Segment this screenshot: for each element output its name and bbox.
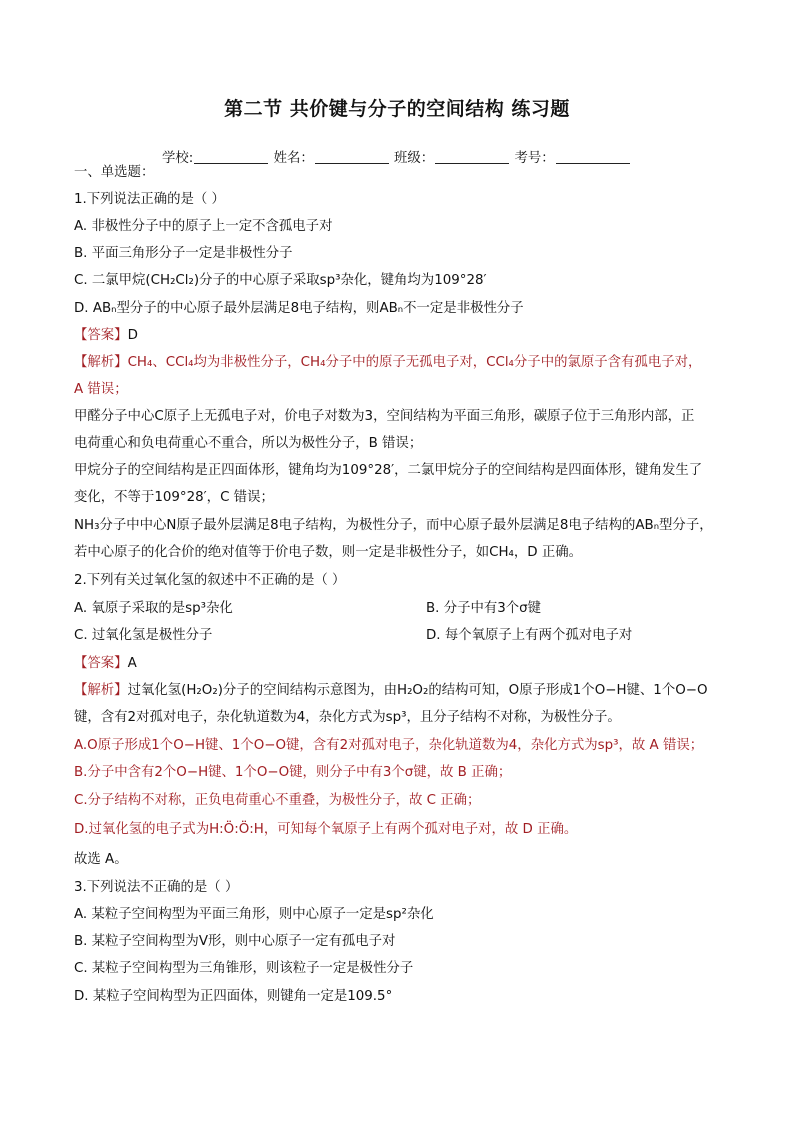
analysis-text: 变化，不等于109°28′，C 错误；	[74, 490, 274, 505]
analysis-text: C.分子结构不对称，正负电荷重心不重叠，为极性分子，故 C 正确；	[74, 793, 481, 808]
school-label: 学校:	[162, 151, 194, 166]
question-stem: 1.下列说法正确的是（ ）	[74, 192, 225, 207]
analysis-text: 故选 A。	[74, 852, 128, 867]
name-label: 姓名：	[273, 151, 314, 166]
analysis-text: 键，含有2对孤对电子，杂化轨道数为4，杂化方式为sp³，且分子结构不对称，为极性分子。	[74, 710, 621, 725]
answer-line	[74, 327, 726, 345]
class-blank[interactable]	[435, 150, 509, 164]
answer-value: D	[127, 328, 138, 343]
option-b: B. 分子中有3个σ键	[426, 601, 542, 616]
analysis-tag: 【解析】	[74, 683, 128, 698]
analysis-text: 甲烷分子的空间结构是正四面体形，键角均为109°28′，二氯甲烷分子的空间结构是四面体形，键角发生了	[74, 463, 703, 478]
analysis-text: 过氧化氢(H₂O₂)分子的空间结构示意图为，由H₂O₂的结构可知，O原子形成1个O−H键、1个O−O	[127, 683, 708, 698]
page-title: 第二节 共价键与分子的空间结构 练习题	[224, 98, 570, 120]
option-c: C. 某粒子空间构型为三角锥形，则该粒子一定是极性分子	[74, 961, 414, 976]
options-row	[74, 600, 726, 618]
option-b: B. 平面三角形分子一定是非极性分子	[74, 246, 293, 261]
exam-no-blank[interactable]	[556, 150, 630, 164]
analysis-text: NH₃分子中中心N原子最外层满足8电子结构，为极性分子，而中心原子最外层满足8电子结构的ABₙ型分子，	[74, 518, 713, 533]
analysis-text: 电荷重心和负电荷重心不重合，所以为极性分子，B 错误；	[74, 436, 423, 451]
answer-line	[74, 655, 726, 673]
exam-no-label: 考号：	[514, 151, 555, 166]
analysis-line	[74, 682, 726, 700]
option-a: A. 某粒子空间构型为平面三角形，则中心原子一定是sp²杂化	[74, 907, 434, 922]
school-blank[interactable]	[194, 150, 268, 164]
analysis-line	[74, 354, 726, 372]
analysis-text: 甲醛分子中心C原子上无孤电子对，价电子对数为3，空间结构为平面三角形，碳原子位于三角形内部，正	[74, 409, 695, 424]
analysis-text: B.分子中含有2个O−H键、1个O−O键，则分子中有3个σ键，故 B 正确；	[74, 765, 512, 780]
answer-tag: 【答案】	[74, 328, 128, 343]
analysis-text: A.O原子形成1个O−H键、1个O−O键，含有2对孤对电子，杂化轨道数为4，杂化方式为sp³，故 A 错误；	[74, 738, 704, 753]
class-label: 班级：	[394, 151, 435, 166]
answer-tag: 【答案】	[74, 656, 128, 671]
option-a: A. 非极性分子中的原子上一定不含孤电子对	[74, 219, 333, 234]
section-heading: 一、单选题：	[74, 165, 155, 180]
question-stem: 3.下列说法不正确的是（ ）	[74, 880, 239, 895]
options-row	[74, 627, 726, 645]
option-c: C. 二氯甲烷(CH₂Cl₂)分子的中心原子采取sp³杂化，键角均为109°28′	[74, 273, 487, 288]
option-d: D. 某粒子空间构型为正四面体，则键角一定是109.5°	[74, 989, 393, 1004]
option-a: A. 氧原子采取的是sp³杂化	[74, 601, 233, 616]
option-c: C. 过氧化氢是极性分子	[74, 628, 213, 643]
option-d: D. 每个氧原子上有两个孤对电子对	[426, 628, 633, 643]
analysis-text: 若中心原子的化合价的绝对值等于价电子数，则一定是非极性分子，如CH₄，D 正确。	[74, 545, 583, 560]
question-stem: 2.下列有关过氧化氢的叙述中不正确的是（ ）	[74, 573, 346, 588]
analysis-text: D.过氧化氢的电子式为H꞉Ö꞉Ö꞉H，可知每个氧原子上有两个孤对电子对，故 D 正确。	[74, 822, 578, 837]
answer-value: A	[127, 656, 137, 671]
name-blank[interactable]	[315, 150, 389, 164]
analysis-tag: 【解析】	[74, 355, 128, 370]
option-b: B. 某粒子空间构型为V形，则中心原子一定有孤电子对	[74, 934, 396, 949]
analysis-text: A 错误；	[74, 382, 128, 397]
option-d: D. ABₙ型分子的中心原子最外层满足8电子结构，则ABₙ不一定是非极性分子	[74, 301, 524, 316]
analysis-text: CH₄、CCl₄均为非极性分子，CH₄分子中的原子无孤电子对，CCl₄分子中的氯原子含有孤电子对，	[127, 355, 702, 370]
